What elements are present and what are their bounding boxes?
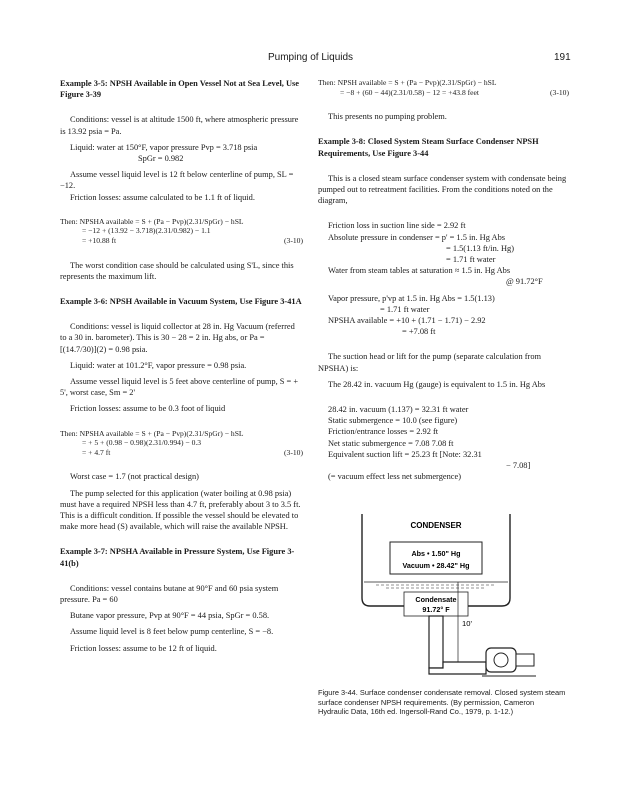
- left-column: [60, 78, 303, 654]
- equation-value: = + 4.7 ft: [82, 447, 111, 457]
- equation-value: = −8 + (60 − 44)(2.31/0.58) − 12 = +43.8 feet: [340, 87, 480, 97]
- equation-line: Then: NPSHA available = S + (Pa − Pvp)(2.31/SpGr) − hSL: [60, 216, 244, 226]
- table-line: (= vacuum effect less net submergence): [328, 472, 462, 482]
- table-line: − 7.08]: [506, 461, 531, 471]
- paragraph: The worst condition case should be calculated using S'L, since this represents the maximum lift.: [60, 260, 294, 281]
- condenser-diagram: [346, 512, 536, 682]
- figure-3-44: [346, 512, 536, 682]
- figure-caption: Figure 3-44. Surface condenser condensate removal. Closed system steam surface condenser NPSH requirements. (By permission, Cameron Hydraulic Data, 16th ed. Ingersoll-Rand Co., 1979, p. 1-12.): [318, 688, 566, 717]
- running-title: Pumping of Liquids: [268, 52, 354, 63]
- calc-line: = 1.71 ft water: [380, 304, 430, 314]
- paragraph: Friction losses: assume to be 0.3 foot of liquid: [70, 404, 226, 414]
- vacuum-label: Vacuum • 28.42" Hg: [402, 561, 470, 570]
- paragraph: Assume vessel liquid level is 5 feet above centerline of pump, S = + 5', worst case, Sm = 2': [60, 377, 299, 398]
- table-line: Static submergence = 10.0 (see figure): [328, 416, 458, 426]
- running-header: [0, 52, 617, 66]
- example-3-7-heading: Example 3-7: NPSHA Available in Pressure System, Use Figure 3-41(b): [60, 547, 295, 568]
- table-line: Equivalent suction lift = 25.23 ft [Note: 32.31: [328, 449, 482, 459]
- table-line: 28.42 in. vacuum (1.137) = 32.31 ft water: [328, 405, 469, 415]
- paragraph: Liquid: water at 101.2°F, vapor pressure = 0.98 psia.: [70, 360, 247, 370]
- paragraph: This is a closed steam surface condenser system with condensate being pumped out to retreatment facilities. From the conditions noted on the diagram,: [318, 173, 567, 206]
- page-number: 191: [554, 52, 571, 63]
- paragraph: Conditions: vessel is liquid collector at 28 in. Hg Vacuum (referred to a 30 in. barometer). This is 30 − 28 = 2 in. Hg abs, or Pa = [(14.7/30)](2) = 0.98 psia.: [60, 322, 295, 354]
- paragraph: Assume vessel liquid level is 12 ft below centerline of pump, SL = −12.: [60, 170, 294, 191]
- equation-line: [318, 88, 569, 98]
- calc-line: Friction loss in suction line side = 2.92 ft: [328, 221, 466, 231]
- suction-pipe: [429, 616, 443, 668]
- paragraph: Conditions: vessel is at altitude 1500 ft, where atmospheric pressure is 13.92 psia = Pa.: [60, 115, 299, 136]
- abs-pressure-label: Abs • 1.50" Hg: [411, 549, 461, 558]
- right-column: [318, 78, 569, 482]
- equation-line: = + 5 + (0.98 − 0.98)(2.31/0.994) − 0.3: [82, 438, 202, 448]
- paragraph: SpGr = 0.982: [138, 154, 184, 164]
- condensate-label: Condensate: [415, 595, 457, 604]
- paragraph: Butane vapor pressure, Pvp at 90°F = 44 psia, SpGr = 0.58.: [70, 611, 270, 621]
- equation-value: = +10.88 ft: [82, 236, 117, 246]
- calc-line: Water from steam tables at saturation ≈ 1.5 in. Hg Abs: [328, 266, 511, 276]
- example-3-8-heading: Example 3-8: Closed System Steam Surface Condenser NPSH Requirements, Use Figure 3-44: [318, 137, 539, 158]
- equation-line: [60, 236, 303, 246]
- equation-number: (3-10): [550, 87, 569, 97]
- table-line: Friction/entrance losses = 2.92 ft: [328, 427, 439, 437]
- equation-number: (3-10): [284, 447, 303, 457]
- equation-line: Then: NPSHA available = S + (Pa − Pvp)(2.31/SpGr) − hSL: [60, 428, 244, 438]
- calc-line: Vapor pressure, p'vp at 1.5 in. Hg Abs = 1.5(1.13): [328, 293, 495, 303]
- calc-line: = 1.5(1.13 ft/in. Hg): [446, 243, 514, 253]
- paragraph: This presents no pumping problem.: [328, 112, 447, 122]
- pump: [486, 648, 516, 672]
- paragraph: The pump selected for this application (water boiling at 0.98 psia) must have a required NPSH less than 4.7 ft, preferably about 3 to 3.5 ft. This is a difficult condition. If possible the vessel should be elevated to make more head (S) available, which will raise the available NPSH.: [60, 488, 301, 532]
- calc-line: = 1.71 ft water: [446, 255, 496, 265]
- paragraph: Conditions: vessel contains butane at 90°F and 60 psia system pressure. Pa = 60: [60, 583, 279, 605]
- height-label: 10': [462, 619, 472, 628]
- condenser-label: CONDENSER: [410, 521, 462, 530]
- calc-line: NPSHA available = +10 + (1.71 − 1.71) − 2.92: [328, 316, 486, 326]
- calc-line: = +7.08 ft: [402, 327, 436, 337]
- paragraph: Liquid: water at 150°F, vapor pressure Pvp = 3.718 psia: [70, 142, 258, 152]
- paragraph: Friction losses: assume calculated to be 1.1 ft of liquid.: [70, 192, 255, 202]
- calc-line: @ 91.72°F: [506, 277, 543, 287]
- calc-line: Absolute pressure in condenser = p' = 1.5 in. Hg Abs: [328, 232, 506, 242]
- pump-motor: [516, 654, 534, 666]
- paragraph: The 28.42 in. vacuum Hg (gauge) is equivalent to 1.5 in. Hg Abs: [328, 379, 546, 389]
- equation-line: = −12 + (13.92 − 3.718)(2.31/0.982) − 1.1: [82, 226, 211, 236]
- temperature-label: 91.72° F: [422, 605, 450, 614]
- paragraph: Friction losses: assume to be 12 ft of liquid.: [70, 643, 217, 653]
- example-3-6-heading: Example 3-6: NPSH Available in Vacuum System, Use Figure 3-41A: [60, 297, 302, 307]
- equation-line: [60, 448, 303, 458]
- paragraph: Assume liquid level is 8 feet below pump centerline, S = −8.: [70, 627, 274, 637]
- equation-number: (3-10): [284, 236, 303, 246]
- example-3-5-heading: Example 3-5: NPSH Available in Open Vessel Not at Sea Level, Use Figure 3-39: [60, 79, 299, 100]
- paragraph: The suction head or lift for the pump (separate calculation from NPSHA) is:: [318, 352, 542, 373]
- equation-line: Then: NPSH available = S + (Pa − Pvp)(2.31/SpGr) − hSL: [318, 78, 497, 87]
- table-line: Net static submergence = 7.08 7.08 ft: [328, 438, 454, 448]
- paragraph: Worst case = 1.7 (not practical design): [70, 472, 199, 482]
